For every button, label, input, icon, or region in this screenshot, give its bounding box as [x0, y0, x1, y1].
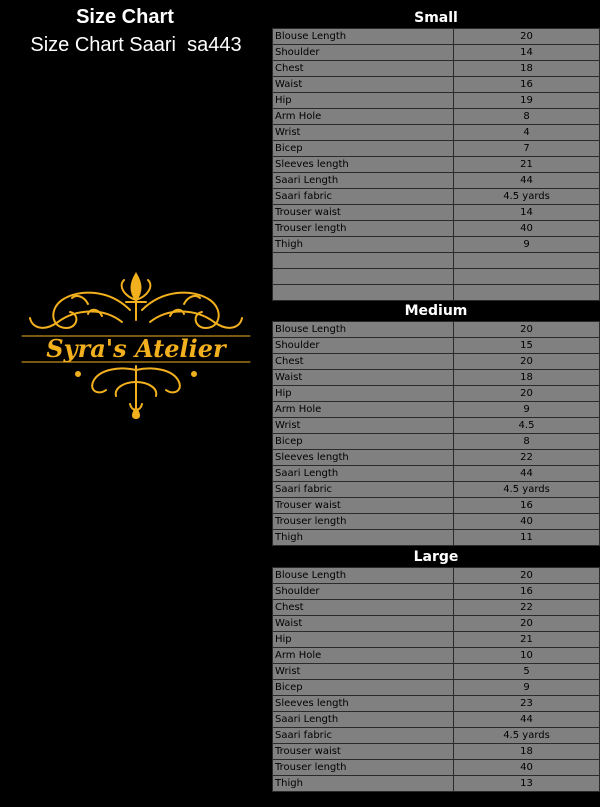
table-row — [273, 93, 600, 109]
measurement-label: Bicep — [273, 141, 454, 157]
measurement-value: 5 — [454, 664, 600, 680]
measurement-label: Chest — [273, 600, 454, 616]
measurement-value: 22 — [454, 600, 600, 616]
measurement-value: 16 — [454, 498, 600, 514]
table-row — [273, 584, 600, 600]
measurement-value: 21 — [454, 632, 600, 648]
measurement-label: Trouser waist — [273, 744, 454, 760]
measurement-label — [273, 253, 454, 269]
measurement-label: Blouse Length — [273, 29, 454, 45]
measurement-label: Sleeves length — [273, 450, 454, 466]
measurement-label: Wrist — [273, 664, 454, 680]
measurement-value: 19 — [454, 93, 600, 109]
measurement-value: 8 — [454, 109, 600, 125]
page-subtitle: Size Chart Saari sa443 — [30, 34, 242, 56]
table-row — [273, 29, 600, 45]
section-heading-medium: Medium — [404, 303, 468, 319]
measurement-value: 9 — [454, 237, 600, 253]
table-row — [273, 269, 600, 285]
measurement-value: 14 — [454, 45, 600, 61]
measurement-label: Trouser length — [273, 514, 454, 530]
table-row — [273, 466, 600, 482]
table-row — [273, 680, 600, 696]
table-row — [273, 173, 600, 189]
measurement-label: Waist — [273, 370, 454, 386]
table-row — [273, 760, 600, 776]
measurement-label: Bicep — [273, 680, 454, 696]
measurement-value: 40 — [454, 221, 600, 237]
size-table-large — [272, 567, 600, 792]
size-tables — [272, 0, 600, 807]
table-row — [273, 664, 600, 680]
measurement-label: Shoulder — [273, 584, 454, 600]
measurement-value: 14 — [454, 205, 600, 221]
measurement-value: 21 — [454, 157, 600, 173]
measurement-label: Blouse Length — [273, 568, 454, 584]
measurement-label: Shoulder — [273, 45, 454, 61]
table-row — [273, 45, 600, 61]
table-row — [273, 744, 600, 760]
measurement-label: Saari fabric — [273, 728, 454, 744]
measurement-value: 20 — [454, 29, 600, 45]
measurement-value: 9 — [454, 402, 600, 418]
measurement-value: 16 — [454, 584, 600, 600]
measurement-label: Sleeves length — [273, 696, 454, 712]
table-row — [273, 285, 600, 301]
table-row — [273, 141, 600, 157]
measurement-value: 8 — [454, 434, 600, 450]
table-row — [273, 125, 600, 141]
measurement-label: Sleeves length — [273, 157, 454, 173]
measurement-value: 18 — [454, 61, 600, 77]
table-row — [273, 237, 600, 253]
measurement-label: Saari Length — [273, 712, 454, 728]
measurement-value: 44 — [454, 712, 600, 728]
measurement-value: 40 — [454, 760, 600, 776]
table-row — [273, 338, 600, 354]
measurement-label: Thigh — [273, 776, 454, 792]
measurement-label — [273, 269, 454, 285]
measurement-label: Waist — [273, 616, 454, 632]
measurement-value: 13 — [454, 776, 600, 792]
measurement-label: Trouser waist — [273, 205, 454, 221]
table-row — [273, 77, 600, 93]
table-row — [273, 530, 600, 546]
measurement-label: Chest — [273, 354, 454, 370]
table-row — [273, 109, 600, 125]
measurement-value: 4.5 yards — [454, 482, 600, 498]
size-table-medium — [272, 321, 600, 546]
measurement-label: Trouser waist — [273, 498, 454, 514]
page-title: Size Chart — [76, 6, 174, 28]
table-row — [273, 157, 600, 173]
measurement-value: 4 — [454, 125, 600, 141]
measurement-value: 20 — [454, 616, 600, 632]
measurement-value: 22 — [454, 450, 600, 466]
table-row — [273, 418, 600, 434]
measurement-label: Blouse Length — [273, 322, 454, 338]
measurement-value: 4.5 yards — [454, 728, 600, 744]
table-row — [273, 370, 600, 386]
table-row — [273, 776, 600, 792]
measurement-value: 4.5 — [454, 418, 600, 434]
measurement-value: 4.5 yards — [454, 189, 600, 205]
measurement-value: 9 — [454, 680, 600, 696]
measurement-label: Trouser length — [273, 760, 454, 776]
section-heading-large: Large — [413, 549, 459, 565]
measurement-value: 7 — [454, 141, 600, 157]
measurement-value: 18 — [454, 370, 600, 386]
measurement-label: Hip — [273, 386, 454, 402]
measurement-label — [273, 285, 454, 301]
table-row — [273, 205, 600, 221]
table-row — [273, 696, 600, 712]
section-heading-small: Small — [414, 10, 458, 26]
measurement-label: Bicep — [273, 434, 454, 450]
table-row — [273, 648, 600, 664]
measurement-value: 20 — [454, 386, 600, 402]
measurement-value: 20 — [454, 568, 600, 584]
table-row — [273, 482, 600, 498]
measurement-value — [454, 285, 600, 301]
table-row — [273, 221, 600, 237]
measurement-label: Hip — [273, 93, 454, 109]
table-row — [273, 354, 600, 370]
table-row — [273, 568, 600, 584]
measurement-label: Saari fabric — [273, 189, 454, 205]
measurement-label: Waist — [273, 77, 454, 93]
measurement-label: Hip — [273, 632, 454, 648]
measurement-label: Wrist — [273, 418, 454, 434]
measurement-label: Saari Length — [273, 173, 454, 189]
measurement-label: Saari Length — [273, 466, 454, 482]
measurement-value: 11 — [454, 530, 600, 546]
table-row — [273, 402, 600, 418]
brand-logo-text: Syra's Atelier — [46, 334, 226, 363]
table-row — [273, 322, 600, 338]
table-row — [273, 498, 600, 514]
table-row — [273, 450, 600, 466]
table-row — [273, 189, 600, 205]
measurement-value: 18 — [454, 744, 600, 760]
measurement-value: 15 — [454, 338, 600, 354]
measurement-value — [454, 269, 600, 285]
table-row — [273, 728, 600, 744]
measurement-value: 44 — [454, 466, 600, 482]
measurement-label: Saari fabric — [273, 482, 454, 498]
table-row — [273, 632, 600, 648]
measurement-value: 16 — [454, 77, 600, 93]
size-table-small — [272, 28, 600, 301]
table-row — [273, 712, 600, 728]
measurement-label: Arm Hole — [273, 109, 454, 125]
measurement-label: Thigh — [273, 530, 454, 546]
measurement-label: Arm Hole — [273, 402, 454, 418]
measurement-label: Thigh — [273, 237, 454, 253]
measurement-value: 20 — [454, 322, 600, 338]
table-row — [273, 514, 600, 530]
measurement-label: Shoulder — [273, 338, 454, 354]
measurement-label: Trouser length — [273, 221, 454, 237]
measurement-value: 10 — [454, 648, 600, 664]
measurement-label: Wrist — [273, 125, 454, 141]
measurement-value — [454, 253, 600, 269]
measurement-value: 40 — [454, 514, 600, 530]
measurement-label: Arm Hole — [273, 648, 454, 664]
table-row — [273, 600, 600, 616]
table-row — [273, 61, 600, 77]
table-row — [273, 253, 600, 269]
table-row — [273, 386, 600, 402]
brand-logo — [18, 270, 254, 420]
table-row — [273, 616, 600, 632]
left-panel — [0, 0, 272, 807]
measurement-value: 44 — [454, 173, 600, 189]
measurement-label: Chest — [273, 61, 454, 77]
measurement-value: 23 — [454, 696, 600, 712]
measurement-value: 20 — [454, 354, 600, 370]
table-row — [273, 434, 600, 450]
